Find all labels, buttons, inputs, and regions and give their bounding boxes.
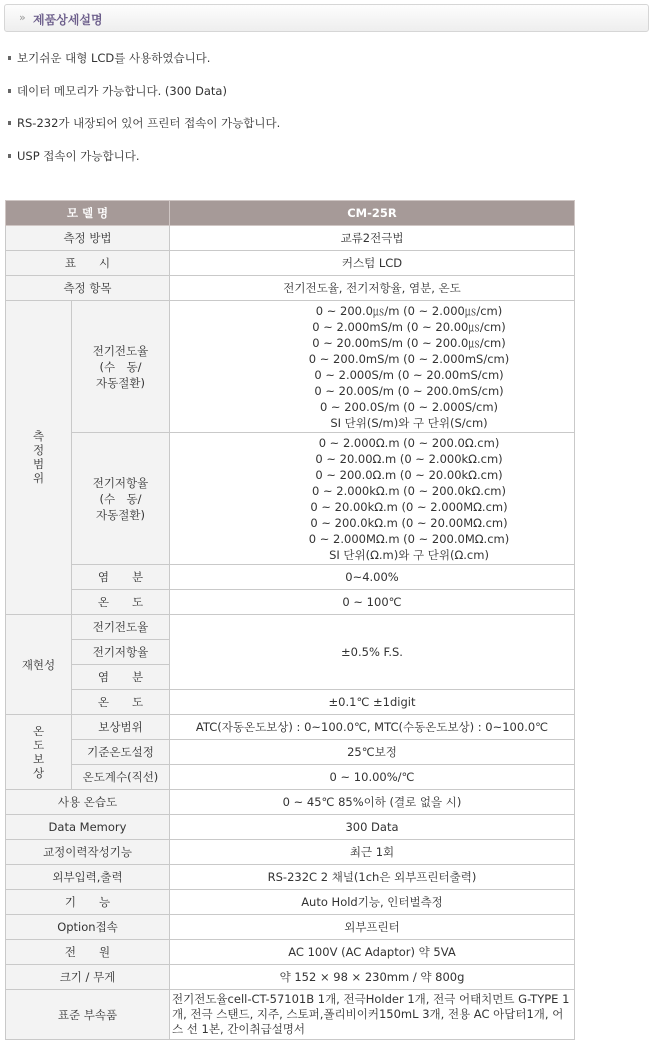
range-line: 0 ~ 20.00S/m (0 ~ 200.0mS/cm) — [314, 383, 504, 398]
range-line: 0 ~ 200.0mS/m (0 ~ 2.000mS/cm) — [308, 351, 510, 366]
table-row — [6, 940, 575, 965]
chevron-right-icon: » — [19, 11, 26, 24]
feature-item: 보기쉬운 대형 LCD를 사용하였습니다. — [8, 50, 648, 83]
table-row — [6, 590, 575, 615]
table-row — [6, 690, 575, 715]
section-title: 제품상세설명 — [33, 13, 103, 27]
feature-list — [8, 50, 648, 180]
option-label: Option접속 — [6, 915, 170, 940]
table-row — [6, 226, 575, 251]
range-line: 0 ~ 200.0㎲/m (0 ~ 2.000㎲/cm) — [315, 303, 503, 318]
range-line: 0 ~ 2.000mS/m (0 ~ 20.00㎲/cm) — [312, 319, 506, 334]
display-value: 커스텀 LCD — [170, 251, 575, 276]
model-value: CM-25R — [170, 201, 575, 226]
resistivity-label: 전기저항율 (수 동/ 자동절환) — [72, 433, 170, 565]
range-line: SI 단위(S/m)와 구 단위(S/cm) — [330, 415, 488, 430]
conductivity-label: 전기전도율 (수 동/ 자동절환) — [72, 301, 170, 433]
feature-item: 데이터 메모리가 가능합니다. (300 Data) — [8, 83, 648, 116]
func-label: 기 능 — [6, 890, 170, 915]
power-value: AC 100V (AC Adaptor) 약 5VA — [170, 940, 575, 965]
range-line: 0 ~ 20.00mS/m (0 ~ 200.0㎲/cm) — [312, 335, 506, 350]
temp-value: 0 ~ 100℃ — [170, 590, 575, 615]
model-label: 모 델 명 — [6, 201, 170, 226]
range-line: 0 ~ 2.000MΩ.m (0 ~ 200.0MΩ.cm) — [308, 531, 510, 546]
tc-range-value: ATC(자동온도보상) : 0~100.0℃, MTC(수동온도보상) : 0~100.0℃ — [170, 715, 575, 740]
method-label: 측정 방법 — [6, 226, 170, 251]
table-header-row — [6, 201, 575, 226]
tc-ref-label: 기준온도설정 — [72, 740, 170, 765]
table-row — [6, 865, 575, 890]
size-label: 크기 / 무게 — [6, 965, 170, 990]
table-row — [6, 915, 575, 940]
repro-label: 재현성 — [6, 615, 72, 715]
calib-value: 최근 1회 — [170, 840, 575, 865]
range-line: 0 ~ 2.000S/m (0 ~ 20.00mS/cm) — [314, 367, 504, 382]
range-line: 0 ~ 20.00Ω.m (0 ~ 2.000kΩ.cm) — [315, 451, 503, 466]
repro-cond-label: 전기전도율 — [72, 615, 170, 640]
power-label: 전 원 — [6, 940, 170, 965]
memory-value: 300 Data — [170, 815, 575, 840]
calib-label: 교정이력작성기능 — [6, 840, 170, 865]
range-label: 측정범위 — [6, 301, 72, 615]
tc-range-label: 보상범위 — [72, 715, 170, 740]
table-row — [6, 990, 575, 1040]
tc-coef-value: 0 ~ 10.00%/℃ — [170, 765, 575, 790]
option-value: 외부프린터 — [170, 915, 575, 940]
resistivity-ranges — [170, 433, 575, 565]
table-row — [6, 815, 575, 840]
io-label: 외부입력,출력 — [6, 865, 170, 890]
repro-temp-value: ±0.1℃ ±1digit — [170, 690, 575, 715]
salinity-label: 염 분 — [72, 565, 170, 590]
table-row — [6, 790, 575, 815]
bullet-icon — [8, 154, 11, 158]
io-value: RS-232C 2 채널(1ch은 외부프린터출력) — [170, 865, 575, 890]
display-label: 표 시 — [6, 251, 170, 276]
table-row — [6, 251, 575, 276]
items-label: 측정 항목 — [6, 276, 170, 301]
accessories-label: 표준 부속품 — [6, 990, 170, 1040]
method-value: 교류2전극법 — [170, 226, 575, 251]
range-line: 0 ~ 2.000Ω.m (0 ~ 200.0Ω.cm) — [318, 435, 500, 450]
section-header — [4, 4, 649, 32]
size-value: 약 152 × 98 × 230mm / 약 800g — [170, 965, 575, 990]
table-row — [6, 565, 575, 590]
tc-coef-label: 온도계수(직선) — [72, 765, 170, 790]
range-line: 0 ~ 200.0kΩ.m (0 ~ 20.00MΩ.cm) — [310, 515, 508, 530]
env-value: 0 ~ 45℃ 85%이하 (결로 없을 시) — [170, 790, 575, 815]
tc-label: 온도보상 — [6, 715, 72, 790]
feature-item: RS-232가 내장되어 있어 프린터 접속이 가능합니다. — [8, 115, 648, 148]
accessories-value: 전기전도율cell-CT-57101B 1개, 전극Holder 1개, 전극 어태치먼트 G-TYPE 1개, 전극 스탠드, 지주, 스토퍼,폴리비이커150mL 3개, 전용 AC 아답터1개, 어스 선 1본, 간이취급설명서 — [170, 990, 575, 1040]
range-line: 0 ~ 200.0S/m (0 ~ 2.000S/cm) — [319, 399, 499, 414]
table-row — [6, 276, 575, 301]
range-line: SI 단위(Ω.m)와 구 단위(Ω.cm) — [329, 547, 489, 562]
conductivity-ranges — [170, 301, 575, 433]
table-row — [6, 840, 575, 865]
salinity-value: 0~4.00% — [170, 565, 575, 590]
env-label: 사용 온습도 — [6, 790, 170, 815]
temp-label: 온 도 — [72, 590, 170, 615]
repro-sal-label: 염 분 — [72, 665, 170, 690]
table-row — [6, 433, 575, 565]
repro-temp-label: 온 도 — [72, 690, 170, 715]
repro-res-label: 전기저항율 — [72, 640, 170, 665]
memory-label: Data Memory — [6, 815, 170, 840]
table-row — [6, 740, 575, 765]
feature-item: USP 접속이 가능합니다. — [8, 148, 648, 181]
tc-ref-value: 25℃보정 — [170, 740, 575, 765]
spec-table — [5, 200, 575, 1040]
bullet-icon — [8, 121, 11, 125]
bullet-icon — [8, 56, 11, 60]
func-value: Auto Hold기능, 인터벌측정 — [170, 890, 575, 915]
repro-value: ±0.5% F.S. — [170, 615, 575, 690]
range-line: 0 ~ 2.000kΩ.m (0 ~ 200.0kΩ.cm) — [312, 483, 506, 498]
table-row — [6, 715, 575, 740]
bullet-icon — [8, 89, 11, 93]
items-value: 전기전도율, 전기저항율, 염분, 온도 — [170, 276, 575, 301]
table-row — [6, 615, 575, 640]
table-row — [6, 890, 575, 915]
table-row — [6, 965, 575, 990]
table-row — [6, 765, 575, 790]
range-line: 0 ~ 20.00kΩ.m (0 ~ 2.000MΩ.cm) — [310, 499, 508, 514]
table-row — [6, 301, 575, 433]
range-line: 0 ~ 200.0Ω.m (0 ~ 20.00kΩ.cm) — [315, 467, 503, 482]
